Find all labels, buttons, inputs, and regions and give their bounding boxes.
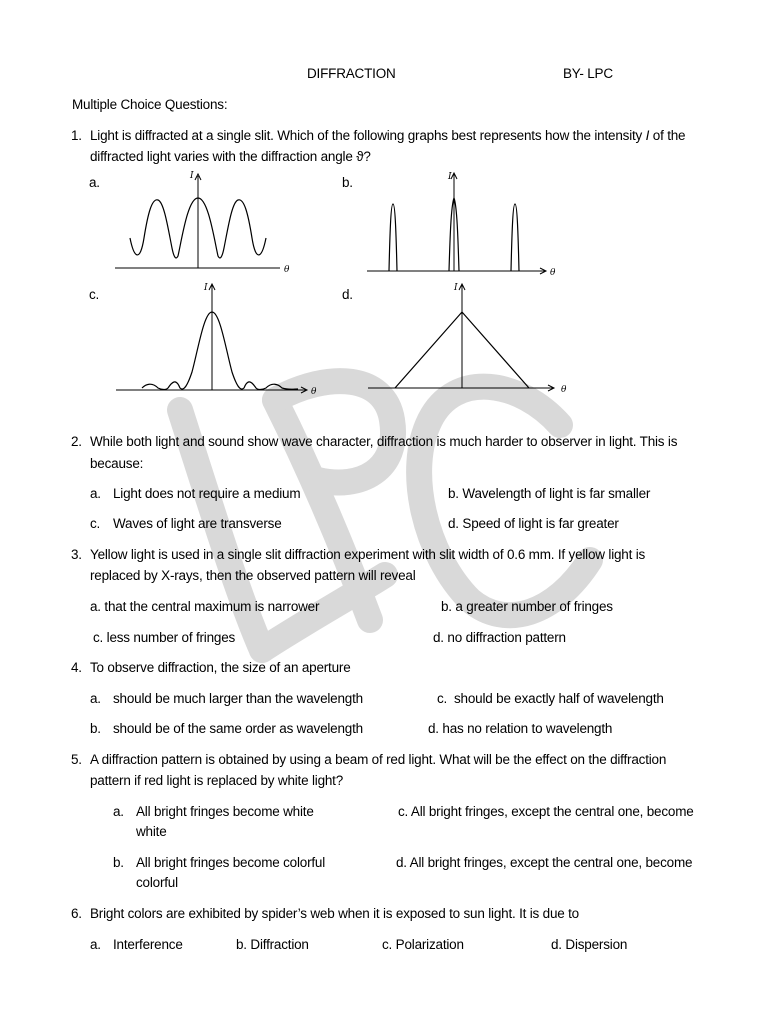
graph-c-y-label: I <box>204 283 208 293</box>
question-5-option-a-line1: All bright fringes become white <box>136 804 314 819</box>
question-4-option-c-label: c. <box>437 691 448 706</box>
question-3-option-d: d. no diffraction pattern <box>433 630 566 645</box>
question-5-option-a-label: a. <box>113 804 124 819</box>
graph-b <box>365 168 565 280</box>
question-1-text-line2: diffracted light varies with the diffraction angle ϑ? <box>90 149 371 164</box>
question-4-option-b-label: b. <box>90 721 101 736</box>
graph-a-y-label: I <box>190 171 194 181</box>
question-2-number: 2. <box>71 434 82 449</box>
question-6-option-b: b. Diffraction <box>236 937 309 952</box>
question-3-number: 3. <box>71 547 82 562</box>
question-4-option-c: should be exactly half of wavelength <box>454 691 664 706</box>
section-title: Multiple Choice Questions: <box>72 97 228 112</box>
graph-c-label: c. <box>89 287 100 302</box>
author-credit: BY- LPC <box>563 66 613 81</box>
graph-a <box>110 168 300 278</box>
question-2-option-a: Light does not require a medium <box>113 486 301 501</box>
question-6-text-line1: Bright colors are exhibited by spider’s web when it is exposed to sun light. It is due to <box>90 906 579 921</box>
question-4-text-line1: To observe diffraction, the size of an aperture <box>90 660 351 675</box>
question-2-text-line2: because: <box>90 456 144 471</box>
graph-d-x-label: θ <box>561 385 567 395</box>
question-5-option-c: c. All bright fringes, except the central one, become <box>398 804 694 819</box>
question-5-option-d: d. All bright fringes, except the central one, become <box>396 855 693 870</box>
question-5-text-line2: pattern if red light is replaced by white light? <box>90 773 344 788</box>
question-2-option-b: b. Wavelength of light is far smaller <box>448 486 651 501</box>
question-3-option-c: c. less number of fringes <box>93 630 236 645</box>
question-2-option-c-label: c. <box>90 516 101 531</box>
question-3-text-line1: Yellow light is used in a single slit diffraction experiment with slit width of 0.6 mm. If yellow light is <box>90 547 646 562</box>
question-4-option-a-label: a. <box>90 691 101 706</box>
question-1-text-part1: Light is diffracted at a single slit. Which of the following graphs best represents how the intensity <box>90 128 646 143</box>
question-5-option-a-line2: white <box>136 824 167 839</box>
question-1-text-part2: of the <box>649 128 686 143</box>
question-5-text-line1: A diffraction pattern is obtained by using a beam of red light. What will be the effect on the diffraction <box>90 752 667 767</box>
graph-d-label: d. <box>342 287 353 302</box>
question-2-option-a-label: a. <box>90 486 101 501</box>
question-5-option-b-label: b. <box>113 855 124 870</box>
question-4-option-d: d. has no relation to wavelength <box>428 721 613 736</box>
question-5-option-b-line1: All bright fringes become colorful <box>136 855 326 870</box>
graph-d <box>365 280 580 395</box>
question-4-option-b: should be of the same order as wavelength <box>113 721 363 736</box>
question-1-text-line1 <box>90 128 685 144</box>
question-3-option-b: b. a greater number of fringes <box>441 599 613 614</box>
graph-b-y-label: I <box>448 172 452 182</box>
question-6-option-c: c. Polarization <box>382 937 464 952</box>
question-2-option-c: Waves of light are transverse <box>113 516 282 531</box>
graph-c-x-label: θ <box>311 387 317 397</box>
question-2-text-line1: While both light and sound show wave character, diffraction is much harder to observer in light. This is <box>90 434 678 449</box>
question-6-option-d: d. Dispersion <box>551 937 628 952</box>
graph-b-peak-left <box>389 204 397 271</box>
question-1-number: 1. <box>71 128 82 143</box>
graph-b-peak-right <box>511 204 519 271</box>
question-5-option-b-line2: colorful <box>136 875 178 890</box>
graph-a-x-label: θ <box>284 265 290 275</box>
graph-b-label: b. <box>342 175 353 190</box>
question-6-option-a-label: a. <box>90 937 101 952</box>
intensity-symbol: I <box>645 128 650 143</box>
graph-c-curve <box>142 312 298 390</box>
question-6-option-a: Interference <box>113 937 183 952</box>
question-3-text-line2: replaced by X-rays, then the observed pattern will reveal <box>90 568 416 583</box>
graph-d-y-label: I <box>454 283 458 293</box>
graph-c <box>112 280 327 400</box>
question-5-number: 5. <box>71 752 82 767</box>
question-6-number: 6. <box>71 906 82 921</box>
graph-a-label: a. <box>89 175 100 190</box>
graph-b-x-label: θ <box>550 268 556 278</box>
question-4-number: 4. <box>71 660 82 675</box>
question-2-option-d: d. Speed of light is far greater <box>448 516 619 531</box>
document-title: DIFFRACTION <box>307 66 396 81</box>
question-4-option-a: should be much larger than the wavelength <box>113 691 363 706</box>
question-3-option-a: a. that the central maximum is narrower <box>90 599 320 614</box>
